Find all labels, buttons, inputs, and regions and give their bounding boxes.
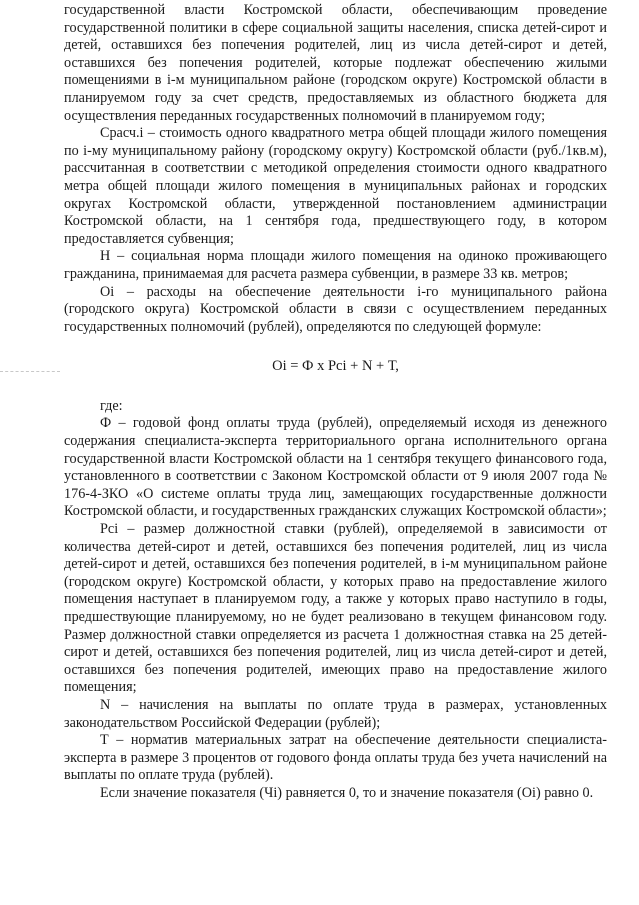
where-label: где: <box>100 397 123 414</box>
paragraph-cost-per-sqm: Срасч.i – стоимость одного квадратного метра общей площади жилого помещения по i-му муниципальному району (городскому округу) Костромской области (руб./1кв.м), рассчитанная в соответствии с методикой определения стоимости одного квадратного метра общей площади жилого помещения в муниципальных районах и городских округах Костромской области, утвержденной постановлением администрации Костромской области, на 1 сентября года, предшествующего году, в котором предоставляется субвенция; <box>64 125 607 247</box>
definition-position-rate: Рсi – размер должностной ставки (рублей), определяемой в зависимости от количества детей-сирот и детей, оставшихся без попечения родителей, лиц из числа детей-сирот и детей, оставшихся без попечения родителей, в i-м муниципальном районе (городском округе) Костромской области, у которых право на предоставление жилого помещения наступает в планируемом году, а также у которых право наступило в годы, предшествующие планируемому, но не будет реализовано в текущем финансовом году. Размер должностной ставки определяется из расчета 1 должностная ставка на 25 детей-сирот и детей, оставшихся без попечения родителей, лиц из числа детей-сирот и детей, оставшихся без попечения родителей, имеющих право на предоставление жилого помещения; <box>64 521 607 696</box>
paragraph-zero-condition: Если значение показателя (Чi) равняется 0, то и значение показателя (Оi) равно 0. <box>100 784 594 801</box>
paragraph-expenses: Оi – расходы на обеспечение деятельности i-го муниципального района (городского округа) Костромской области в связи с осуществлением переданных государственных полномочий (рублей), определяются по следующей формуле: <box>64 283 607 335</box>
definition-wage-fund: Ф – годовой фонд оплаты труда (рублей), определяемый исходя из денежного содержания специалиста-эксперта территориального органа исполнительного органа государственной власти Костромской области на 1 сентября текущего финансового года, установленного в соответствии с Законом Костромской области от 9 июля 2007 года № 176-4-ЗКО «О системе оплаты труда лиц, замещающих государственные должности Костромской области, и государственных гражданских служащих Костромской области»; <box>64 415 607 520</box>
scan-artifact-line <box>0 371 60 372</box>
formula: Оi = Ф х Рсi + N + Т, <box>272 358 399 375</box>
paragraph-social-norm: Н – социальная норма площади жилого помещения на одиноко проживающего гражданина, принимаемая для расчета размера субвенции, в размере 33 кв. метров; <box>64 248 607 282</box>
definition-material-costs: Т – норматив материальных затрат на обеспечение деятельности специалиста-эксперта в размере 3 процентов от годового фонда оплаты труда без учета начислений на выплаты по оплате труда (рублей). <box>64 732 607 784</box>
definition-accruals: N – начисления на выплаты по оплате труда в размерах, установленных законодательством Российской Федерации (рублей); <box>64 696 607 731</box>
paragraph-continuation: государственной власти Костромской области, обеспечивающим проведение государственной политики в сфере социальной защиты населения, списка детей-сирот и детей, оставшихся без попечения родителей, лиц из числа детей-сирот и детей, оставшихся без попечения родителей, которые подлежат обеспечению жилыми помещениями в i-м муниципальном районе (городском округе) Костромской области в планируемом году за счет средств, предоставляемых из областного бюджета для осуществления переданных государственных полномочий в планируемом году; <box>64 2 607 124</box>
